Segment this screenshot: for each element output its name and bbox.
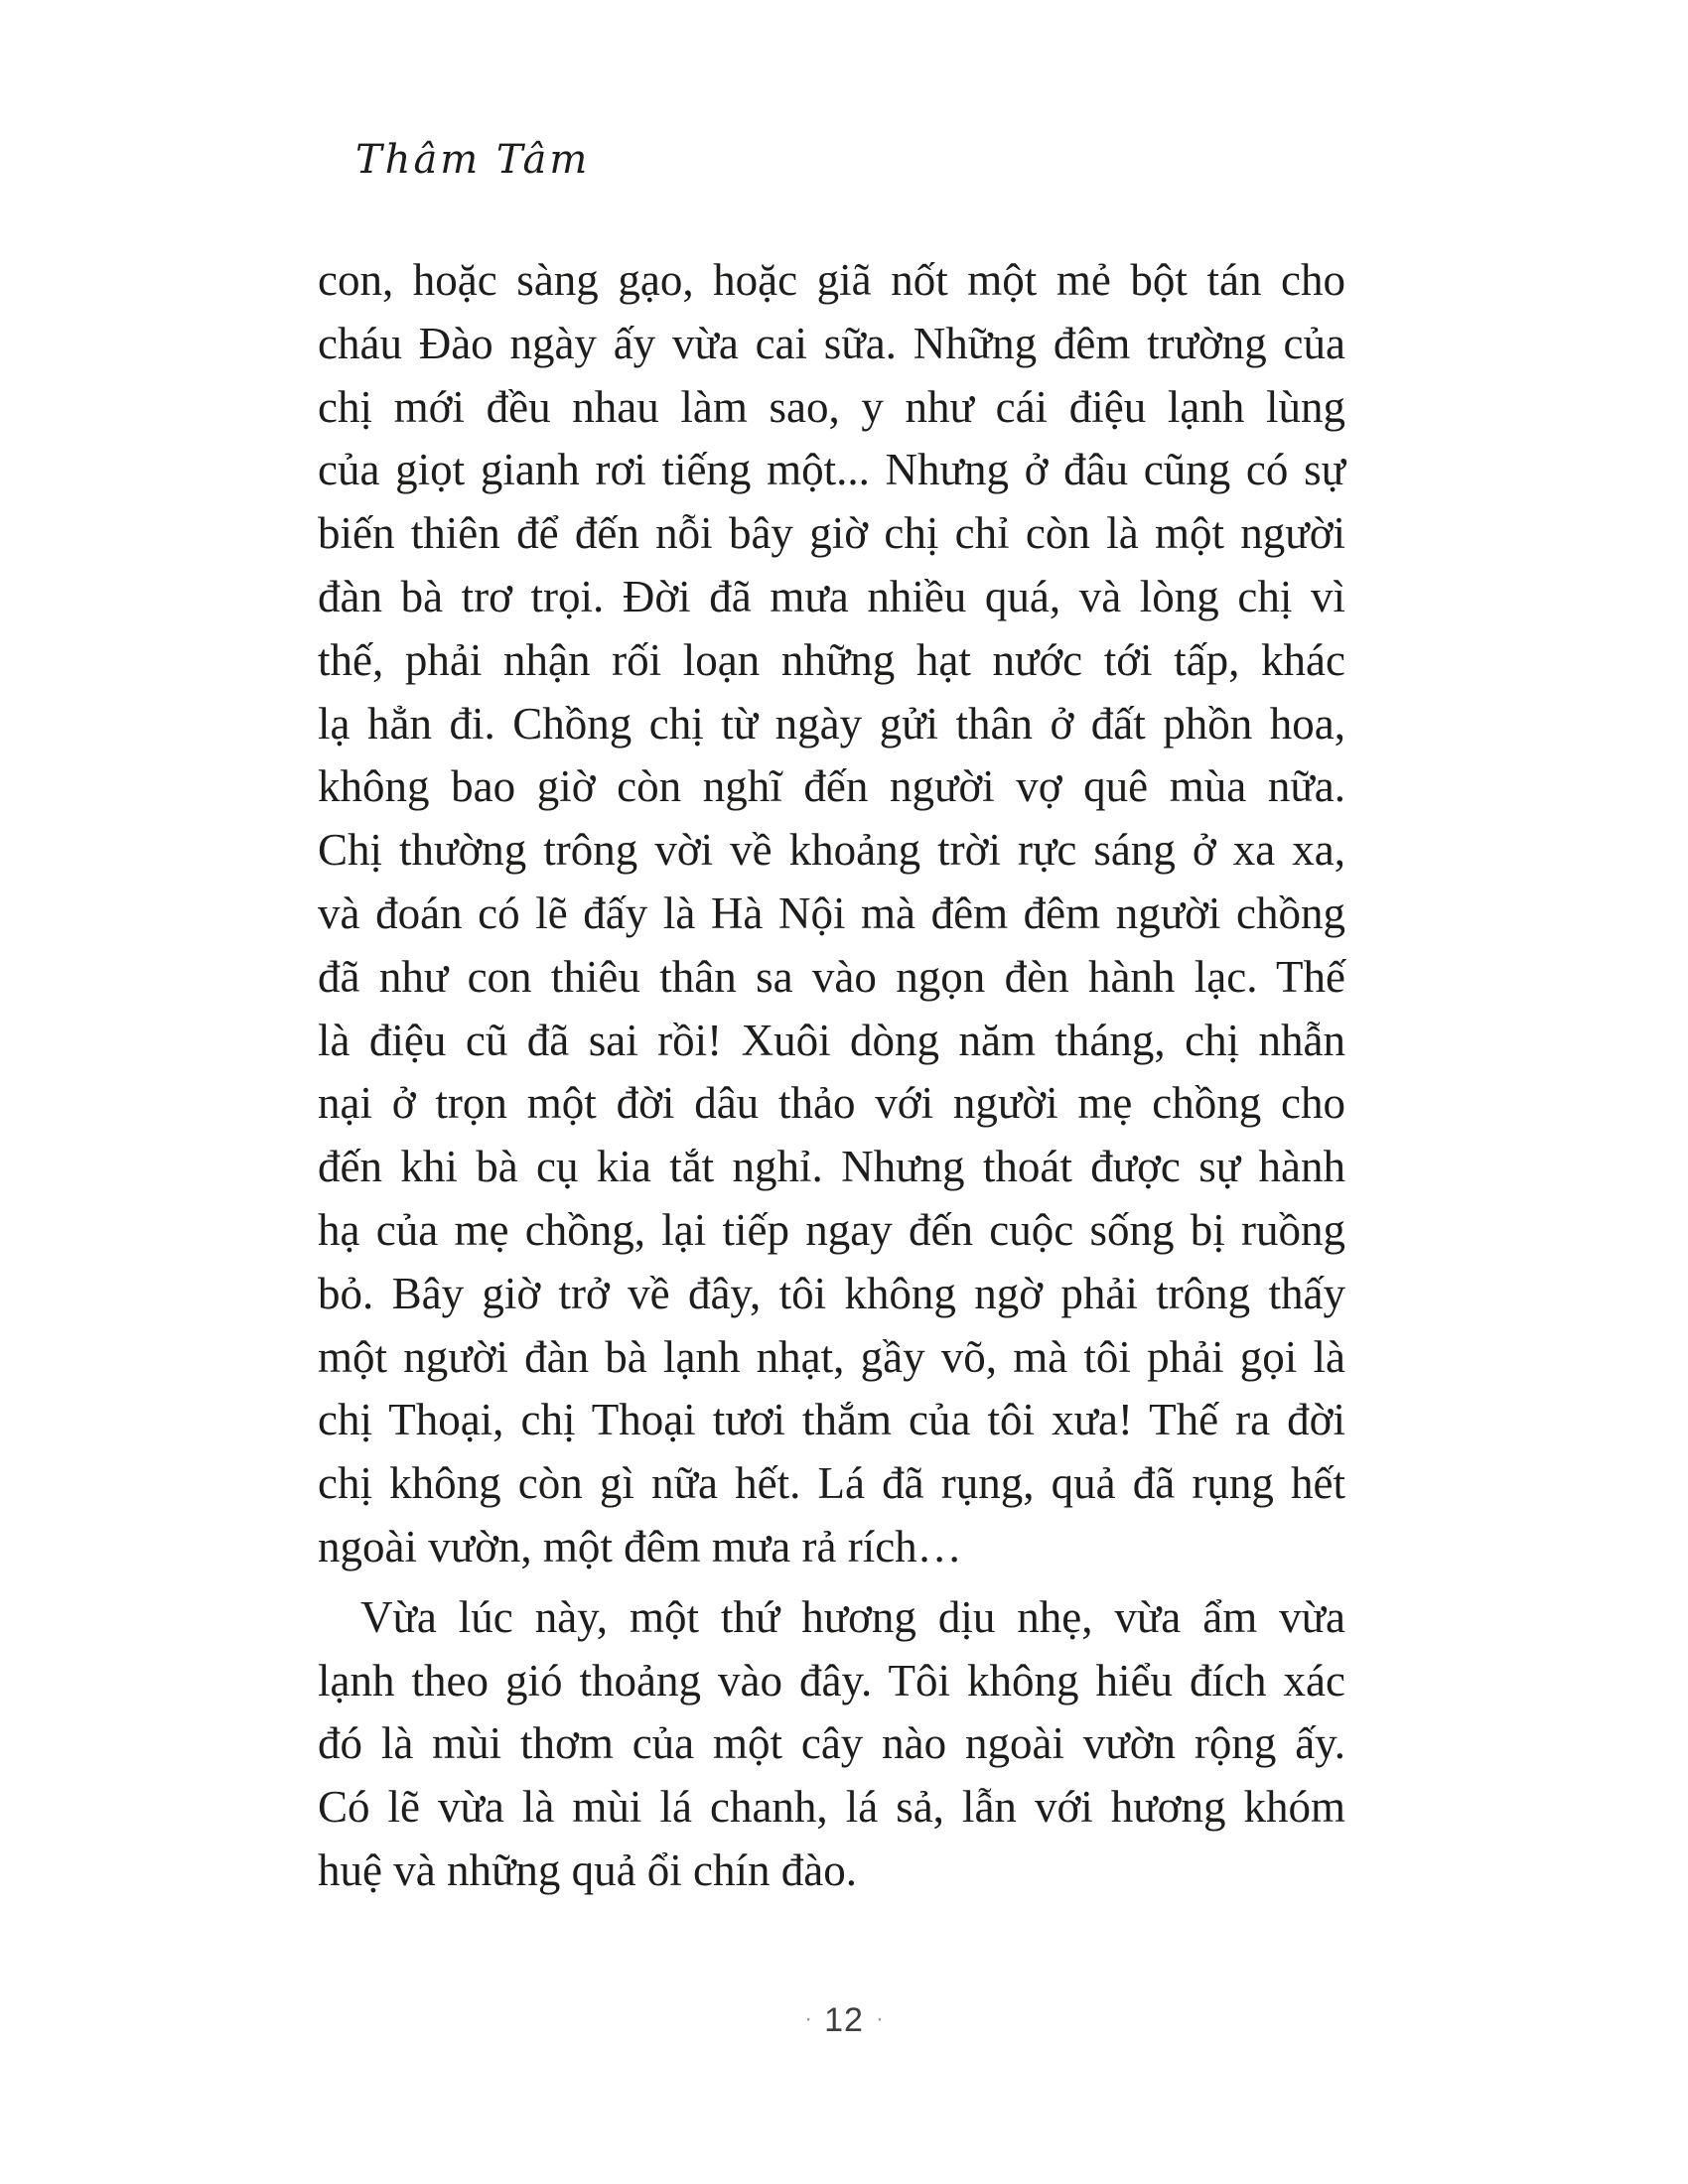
text-line: lạ hẳn đi. Chồng chị từ ngày gửi thân ở đất phồn hoa, bbox=[318, 698, 1345, 749]
text-line: thế, phải nhận rối loạn những hạt nước tới tấp, khác bbox=[318, 634, 1345, 685]
text-line: của giọt gianh rơi tiếng một... Nhưng ở đâu cũng có sự bbox=[318, 445, 1345, 495]
text-line: không bao giờ còn nghĩ đến người vợ quê mùa nữa. bbox=[318, 761, 1345, 812]
text-line: ngoài vườn, một đêm mưa rả rích… bbox=[318, 1521, 962, 1571]
paragraph-1 bbox=[318, 249, 1345, 1579]
text-line: nại ở trọn một đời dâu thảo với người mẹ chồng cho bbox=[318, 1078, 1345, 1129]
text-line: chị mới đều nhau làm sao, y như cái điệu lạnh lùng bbox=[318, 381, 1345, 432]
text-line: một người đàn bà lạnh nhạt, gầy võ, mà tôi phải gọi là bbox=[318, 1331, 1345, 1382]
text-line: chị không còn gì nữa hết. Lá đã rụng, quả đã rụng hết bbox=[318, 1458, 1345, 1509]
text-line: chị Thoại, chị Thoại tươi thắm của tôi xưa! Thế ra đời bbox=[318, 1395, 1345, 1445]
text-line: biến thiên để đến nỗi bây giờ chị chỉ còn là một người bbox=[318, 508, 1345, 559]
body-text bbox=[318, 249, 1345, 1903]
text-line: con, hoặc sàng gạo, hoặc giã nốt một mẻ bột tán cho bbox=[318, 255, 1345, 305]
text-line: đã như con thiêu thân sa vào ngọn đèn hành lạc. Thế bbox=[318, 951, 1345, 1002]
text-line: lạnh theo gió thoảng vào đây. Tôi không hiểu đích xác bbox=[318, 1655, 1345, 1706]
page-number: 12 bbox=[824, 2001, 864, 2039]
running-header-author: Thâm Tâm bbox=[355, 137, 591, 183]
paragraph-2 bbox=[318, 1586, 1345, 1903]
text-line: và đoán có lẽ đấy là Hà Nội mà đêm đêm người chồng bbox=[318, 887, 1345, 938]
footer-ornament-left: · bbox=[804, 2005, 813, 2032]
text-line: huệ và những quả ổi chín đào. bbox=[318, 1844, 858, 1895]
text-line: đàn bà trơ trọi. Đời đã mưa nhiều quá, và lòng chị vì bbox=[318, 571, 1345, 621]
text-line: bỏ. Bây giờ trở về đây, tôi không ngờ phải trông thấy bbox=[318, 1268, 1345, 1318]
text-line: Vừa lúc này, một thứ hương dịu nhẹ, vừa ẩm vừa bbox=[360, 1591, 1345, 1642]
footer-ornament-right: · bbox=[875, 2005, 884, 2032]
text-line: là điệu cũ đã sai rồi! Xuôi dòng năm tháng, chị nhẫn bbox=[318, 1015, 1345, 1065]
text-line: Có lẽ vừa là mùi lá chanh, lá sả, lẫn với hương khóm bbox=[318, 1782, 1345, 1833]
text-line: cháu Đào ngày ấy vừa cai sữa. Những đêm trường của bbox=[318, 318, 1345, 368]
page-footer bbox=[0, 2001, 1688, 2040]
text-line: đến khi bà cụ kia tắt nghỉ. Nhưng thoát được sự hành bbox=[318, 1142, 1345, 1192]
text-line: hạ của mẹ chồng, lại tiếp ngay đến cuộc sống bị ruồng bbox=[318, 1204, 1345, 1255]
text-line: đó là mùi thơm của một cây nào ngoài vườn rộng ấy. bbox=[318, 1718, 1345, 1769]
text-line: Chị thường trông vời về khoảng trời rực sáng ở xa xa, bbox=[318, 825, 1345, 876]
